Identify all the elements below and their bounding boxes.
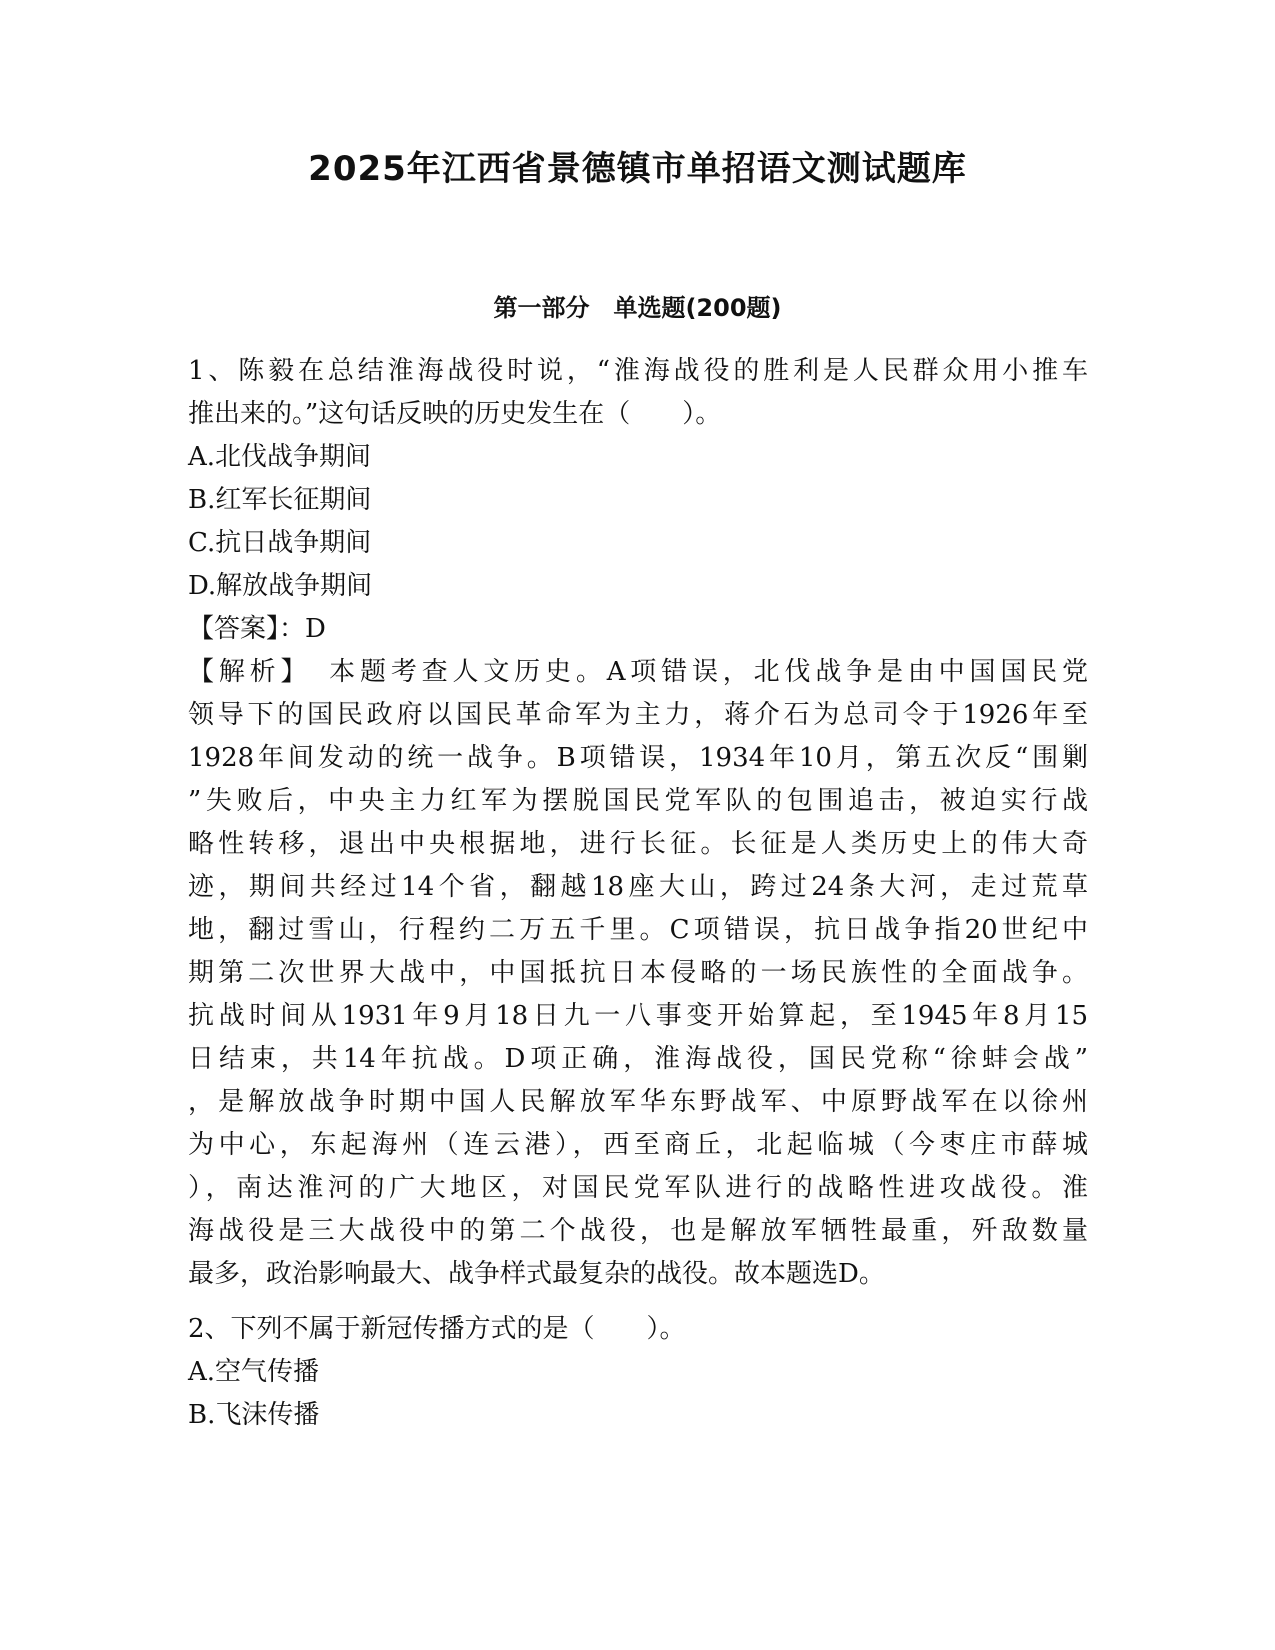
option-a: A.空气传播	[188, 1357, 320, 1387]
analysis-line: 日结束，共14年抗战。D项正确，淮海战役，国民党称“徐蚌会战”	[188, 1044, 1088, 1074]
analysis-line: ，是解放战争时期中国人民解放军华东野战军、中原野战军在以徐州	[188, 1087, 1088, 1117]
analysis-line: 为中心，东起海州（连云港），西至商丘，北起临城（今枣庄市薛城	[188, 1130, 1088, 1160]
analysis-line: 【解析】 本题考查人文历史。A项错误，北伐战争是由中国国民党	[188, 657, 1088, 687]
analysis-line: 期第二次世界大战中，中国抵抗日本侵略的一场民族性的全面战争。	[188, 958, 1088, 988]
analysis-line: 迹，期间共经过14个省，翻越18座大山，跨过24条大河，走过荒草	[188, 872, 1088, 902]
option-b: B.飞沫传播	[188, 1400, 320, 1430]
section-title: 第一部分 单选题(200题)	[493, 294, 782, 322]
option-a: A.北伐战争期间	[188, 442, 372, 472]
question-1	[188, 350, 1088, 1296]
analysis-line: ），南达淮河的广大地区，对国民党军队进行的战略性进攻战役。淮	[188, 1173, 1088, 1203]
option-c: C.抗日战争期间	[188, 528, 372, 558]
option-b: B.红军长征期间	[188, 485, 372, 515]
question-stem-line: 推出来的。”这句话反映的历史发生在（ ）。	[188, 399, 722, 429]
question-2	[188, 1308, 1088, 1437]
analysis-line: 海战役是三大战役中的第二个战役，也是解放军牺牲最重，歼敌数量	[188, 1216, 1088, 1246]
analysis-line: ”失败后，中央主力红军为摆脱国民党军队的包围追击，被迫实行战	[188, 786, 1088, 816]
document-title: 2025年江西省景德镇市单招语文测试题库	[308, 149, 967, 189]
option-d: D.解放战争期间	[188, 571, 373, 601]
analysis-line: 略性转移，退出中央根据地，进行长征。长征是人类历史上的伟大奇	[188, 829, 1088, 859]
question-stem-line: 1、陈毅在总结淮海战役时说，“淮海战役的胜利是人民群众用小推车	[188, 356, 1088, 386]
analysis-line: 1928年间发动的统一战争。B项错误，1934年10月，第五次反“围剿	[188, 743, 1088, 773]
answer-line: 【答案】：D	[188, 614, 326, 644]
question-stem-line: 2、下列不属于新冠传播方式的是（ ）。	[188, 1314, 686, 1344]
analysis-line: 抗战时间从1931年9月18日九一八事变开始算起，至1945年8月15	[188, 1001, 1088, 1031]
analysis-line: 最多，政治影响最大、战争样式最复杂的战役。故本题选D。	[188, 1259, 885, 1289]
analysis-line: 地，翻过雪山，行程约二万五千里。C项错误，抗日战争指20世纪中	[188, 915, 1088, 945]
question-list	[188, 350, 1088, 1437]
analysis-line: 领导下的国民政府以国民革命军为主力，蒋介石为总司令于1926年至	[188, 700, 1088, 730]
